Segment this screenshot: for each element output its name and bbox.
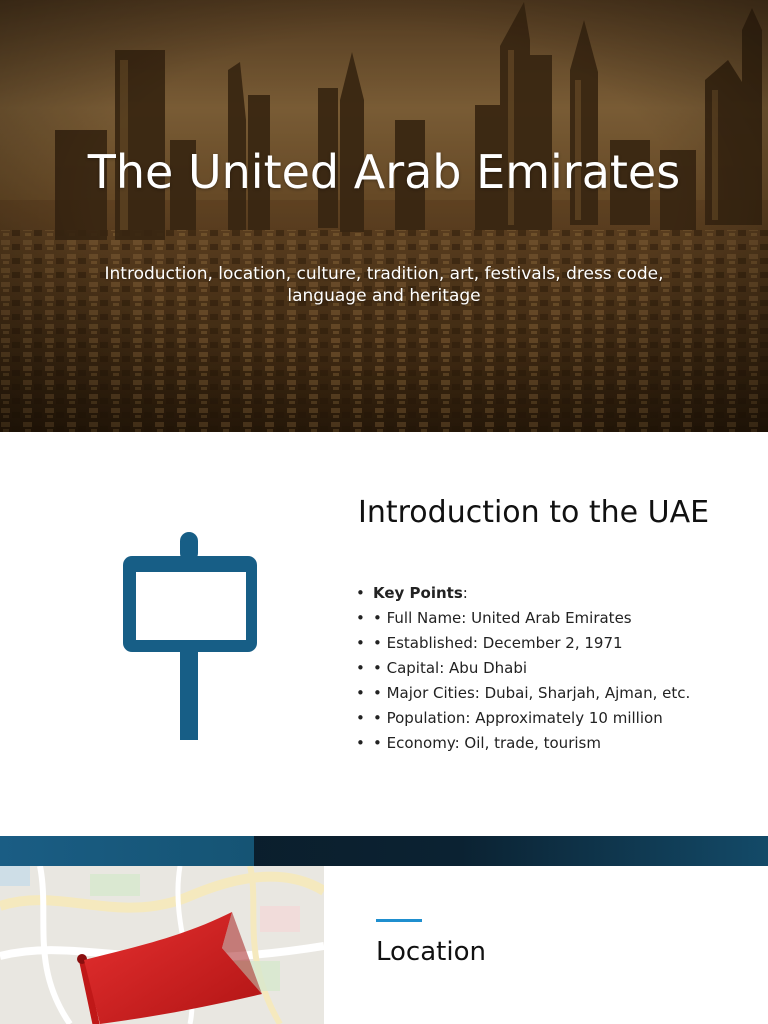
divider-accent bbox=[0, 836, 254, 866]
list-item bbox=[356, 709, 716, 727]
location-title: Location bbox=[376, 937, 486, 967]
introduction-title: Introduction to the UAE bbox=[358, 495, 710, 530]
key-points-label: Key Points bbox=[373, 584, 463, 602]
bullet-glyph: • bbox=[356, 584, 365, 602]
list-item-text: • Full Name: United Arab Emirates bbox=[373, 609, 632, 627]
list-item-text: • Established: December 2, 1971 bbox=[373, 634, 623, 652]
list-item bbox=[356, 734, 716, 752]
list-item-text: • Economy: Oil, trade, tourism bbox=[373, 734, 601, 752]
bullet-glyph: • bbox=[356, 609, 365, 627]
list-item-text: • Major Cities: Dubai, Sharjah, Ajman, etc. bbox=[373, 684, 691, 702]
bullet-glyph: • bbox=[356, 684, 365, 702]
signpost-icon bbox=[112, 528, 268, 744]
list-item bbox=[356, 659, 716, 677]
presentation-subtitle: Introduction, location, culture, tradition, art, festivals, dress code, language and heritage bbox=[104, 264, 664, 306]
list-item-text: • Capital: Abu Dhabi bbox=[373, 659, 528, 677]
introduction-slide bbox=[0, 432, 768, 836]
list-item bbox=[356, 584, 716, 602]
key-points-colon: : bbox=[462, 584, 468, 602]
bullet-glyph: • bbox=[356, 634, 365, 652]
bullet-glyph: • bbox=[356, 709, 365, 727]
slide-divider-band bbox=[0, 836, 768, 866]
title-slide bbox=[0, 0, 768, 432]
bullet-glyph: • bbox=[356, 659, 365, 677]
bullet-glyph: • bbox=[356, 734, 365, 752]
list-item-text: • Population: Approximately 10 million bbox=[373, 709, 663, 727]
list-item bbox=[356, 684, 716, 702]
list-item bbox=[356, 609, 716, 627]
key-points-list bbox=[356, 584, 716, 759]
list-item bbox=[356, 634, 716, 652]
presentation-title: The United Arab Emirates bbox=[87, 145, 681, 199]
location-slide bbox=[0, 866, 768, 1024]
title-accent-line bbox=[376, 919, 422, 922]
city-skyline-image bbox=[0, 0, 768, 432]
map-with-flag-image bbox=[0, 866, 324, 1024]
